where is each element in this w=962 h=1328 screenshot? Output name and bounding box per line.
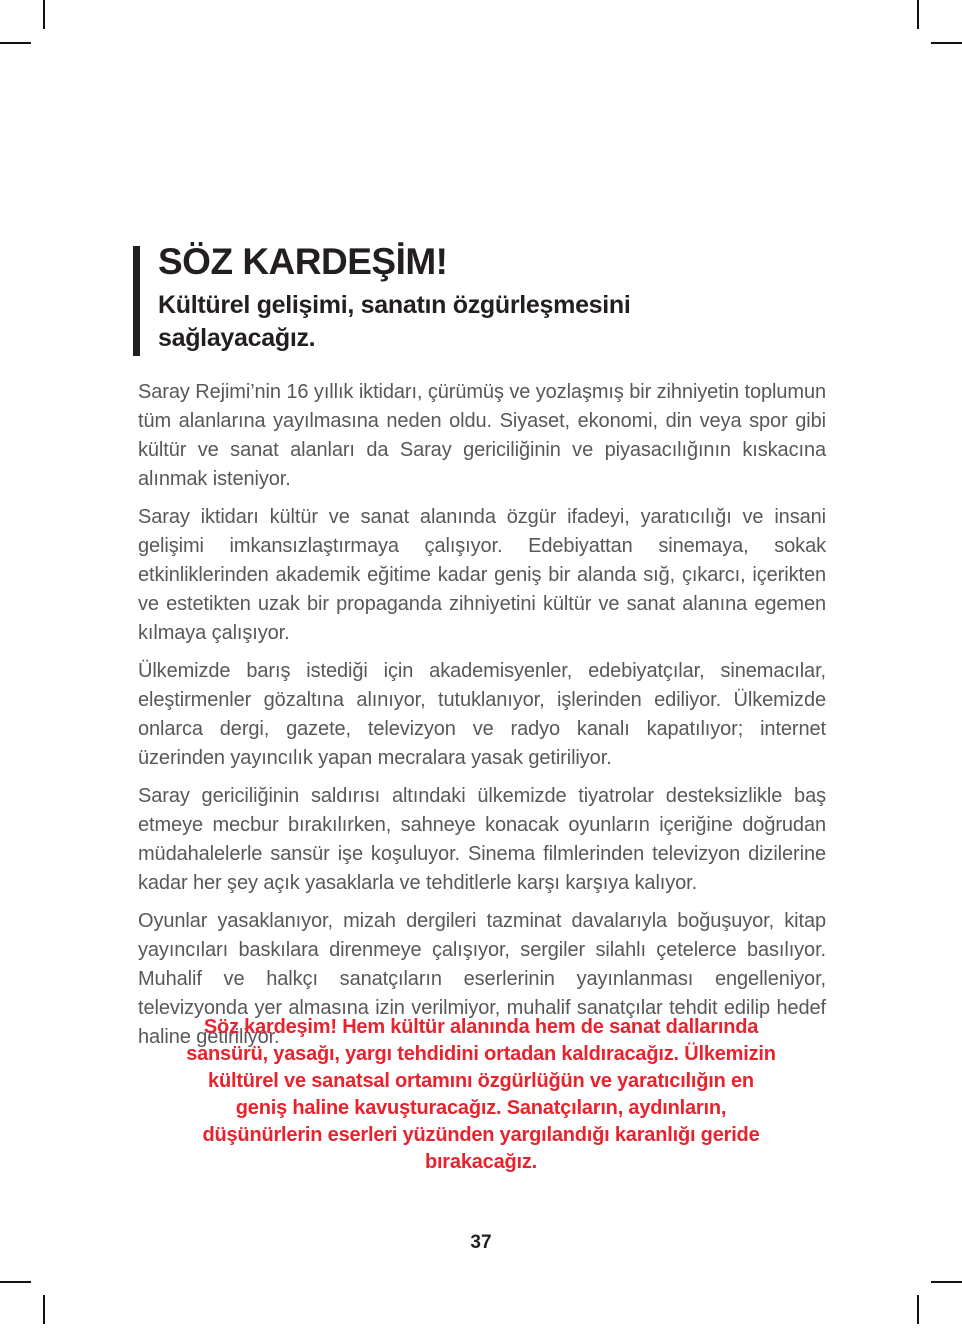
crop-mark-top-right-vertical — [917, 0, 919, 29]
crop-mark-bottom-right-horizontal — [931, 1281, 962, 1283]
body-paragraph: Saray gericiliğinin saldırısı altındaki ülkemizde tiyatrolar desteksizlikle baş etmeye mecbur bırakılırken, sahneye konacak oyunların içeriğine doğrudan müdahalelerle sansür işe koşuluyor. Sinema filmlerinden televizyon dizilerine kadar her şey açık yasaklarla ve tehditlerle karşı karşıya kalıyor. — [138, 785, 826, 894]
body-paragraph: Oyunlar yasaklanıyor, mizah dergileri tazminat davalarıyla boğuşuyor, kitap yayıncıları baskılara direnmeye çalışıyor, sergiler silahlı çetelerce basılıyor. Muhalif ve halkçı sanatçıların eserlerinin yayınlanması engelleniyor, televizyonda yer almasına izin verilmiyor, muhalif sanatçılar tehdit edilip hedef haline getiriliyor. — [138, 910, 826, 1048]
body-paragraph: Saray iktidarı kültür ve sanat alanında özgür ifadeyi, yaratıcılığı ve insani gelişimi imkansızlaştırmaya çalışıyor. Edebiyattan sinemaya, sokak etkinliklerinden akademik eğitime kadar geniş bir alanda sığ, çıkarcı, içerikten ve estetikten uzak bir propaganda zihniyetini kültür ve sanat alanına egemen kılmaya çalışıyor. — [138, 506, 826, 644]
crop-mark-bottom-left-horizontal — [0, 1281, 31, 1283]
crop-mark-bottom-left-vertical — [43, 1295, 45, 1324]
page-subtitle: Kültürel gelişimi, sanatın özgürleşmesini sağlayacağız. — [158, 290, 631, 352]
page-title: SÖZ KARDEŞİM! — [158, 241, 448, 282]
crop-mark-top-right-horizontal — [931, 42, 962, 44]
highlight-paragraph: Söz kardeşim! Hem kültür alanında hem de sanat dallarında sansürü, yasağı, yargı tehdidini ortadan kaldıracağız. Ülkemizin kültürel ve sanatsal ortamını özgürlüğün ve yaratıcılığın en geniş haline kavuşturacağız. Sanatçıların, aydınların, düşünürlerin eserleri yüzünden yargılandığı karanlığı geride bırakacağız. — [186, 1016, 776, 1173]
section-header — [133, 242, 833, 355]
crop-mark-bottom-right-vertical — [917, 1295, 919, 1324]
body-copy — [138, 378, 826, 1061]
body-paragraph: Ülkemizde barış istediği için akademisyenler, edebiyatçılar, sinemacılar, eleştirmenler gözaltına alınıyor, tutuklanıyor, işlerinden ediliyor. Ülkemizde onlarca dergi, gazete, televizyon ve radyo kanalı kapatılıyor; internet üzerinden yayıncılık yapan mecralara yasak getiriliyor. — [138, 660, 826, 769]
crop-mark-top-left-vertical — [43, 0, 45, 29]
crop-mark-top-left-horizontal — [0, 42, 31, 44]
title-accent-bar — [133, 246, 140, 356]
page-number: 37 — [470, 1232, 492, 1253]
body-paragraph: Saray Rejimi’nin 16 yıllık iktidarı, çürümüş ve yozlaşmış bir zihniyetin toplumun tüm alanlarına yayılmasına neden oldu. Siyaset, ekonomi, din veya spor gibi kültür ve sanat alanları da Saray gericiliğinin ve piyasacılığının kıskacına alınmak isteniyor. — [138, 381, 826, 490]
